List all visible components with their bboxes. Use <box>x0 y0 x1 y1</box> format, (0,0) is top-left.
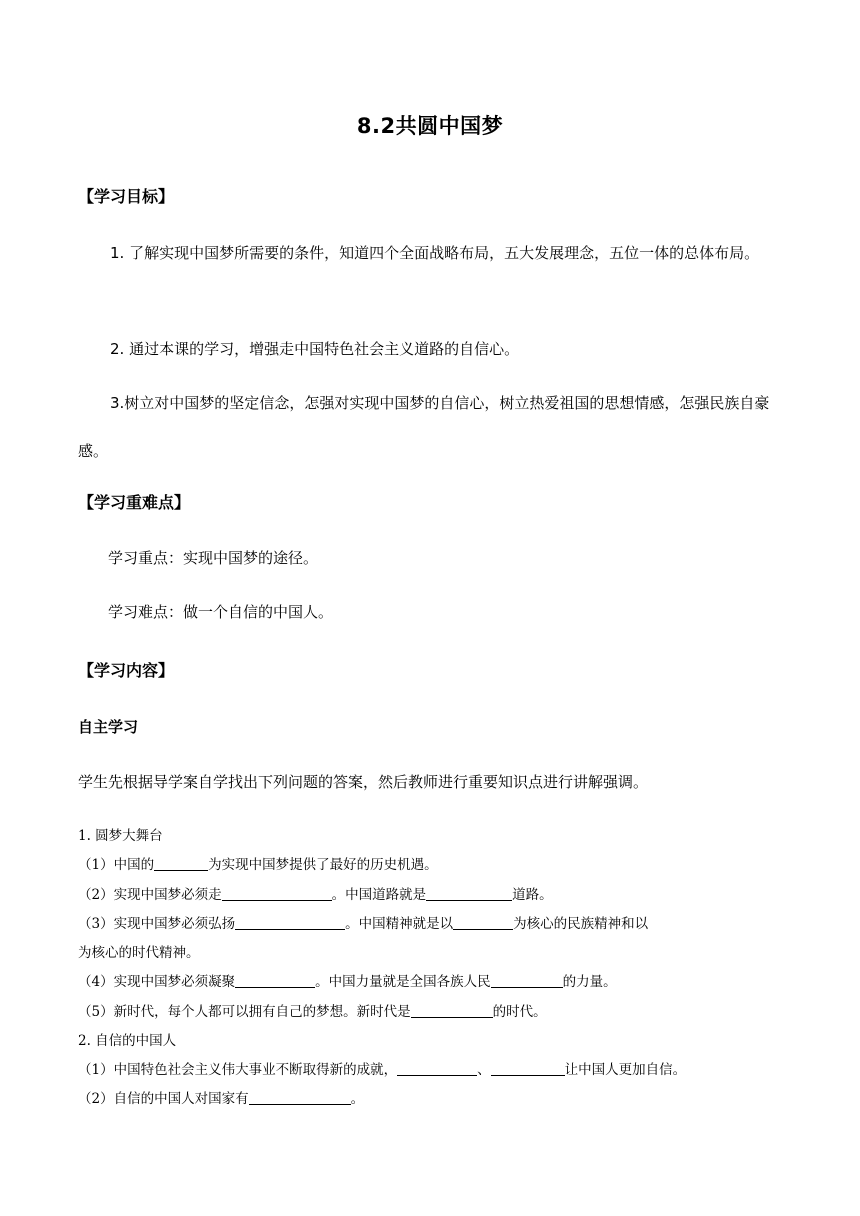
answer-blank <box>235 915 345 930</box>
question-3 <box>78 912 648 932</box>
answer-blank <box>426 886 512 901</box>
question-3-continued: 为核心的时代精神。 <box>78 945 200 961</box>
goal-item-3: 3.树立对中国梦的坚定信念，怎强对实现中国梦的自信心，树立热爱祖国的思想情感，怎强民族自豪感。 <box>78 394 770 460</box>
question-4 <box>78 970 617 990</box>
answer-blank <box>249 1090 351 1105</box>
answer-blank <box>491 1061 565 1076</box>
answer-blank <box>235 973 315 988</box>
question-text: （2）自信的中国人对国家有 <box>78 1091 249 1107</box>
question-text: 。中国精神就是以 <box>345 916 454 932</box>
question-text: 为核心的民族精神和以 <box>513 916 649 932</box>
question-text: （5）新时代，每个人都可以拥有自己的梦想。新时代是 <box>78 1004 411 1020</box>
question-6 <box>78 1058 686 1078</box>
section-2-title: 2. 自信的中国人 <box>78 1033 177 1049</box>
answer-blank <box>453 915 513 930</box>
self-study-heading: 自主学习 <box>78 718 139 736</box>
question-1 <box>78 853 438 873</box>
content-intro: 学生先根据导学案自学找出下列问题的答案，然后教师进行重要知识点进行讲解强调。 <box>78 773 649 791</box>
question-text: （3）实现中国梦必须弘扬 <box>78 916 236 932</box>
question-text: 道路。 <box>512 887 553 903</box>
question-2 <box>78 883 553 903</box>
key-difficulty: 学习难点：做一个自信的中国人。 <box>108 603 334 621</box>
goal-item-2: 2. 通过本课的学习，增强走中国特色社会主义道路的自信心。 <box>110 340 520 358</box>
document-title: 8.2共圆中国梦 <box>356 114 504 138</box>
answer-blank <box>154 856 208 871</box>
answer-blank <box>491 973 563 988</box>
question-text: 。 <box>350 1091 365 1107</box>
section-1-title: 1. 圆梦大舞台 <box>78 828 163 844</box>
question-text: 让中国人更加自信。 <box>564 1062 687 1078</box>
question-text: 的力量。 <box>562 974 617 990</box>
question-text: 为实现中国梦提供了最好的历史机遇。 <box>208 857 438 873</box>
goal-item-1: 1. 了解实现中国梦所需要的条件，知道四个全面战略布局，五大发展理念，五位一体的总体布局。 <box>110 244 760 262</box>
answer-blank <box>397 1061 477 1076</box>
answer-blank <box>222 886 332 901</box>
goals-heading: 【学习目标】 <box>78 187 175 206</box>
question-7 <box>78 1087 364 1107</box>
content-heading: 【学习内容】 <box>78 661 175 680</box>
keys-heading: 【学习重难点】 <box>78 493 191 512</box>
question-text: 。中国道路就是 <box>331 887 427 903</box>
question-text: 、 <box>477 1062 491 1078</box>
question-text: （4）实现中国梦必须凝聚 <box>78 974 236 990</box>
question-text: （1）中国的 <box>78 857 155 873</box>
answer-blank <box>411 1003 493 1018</box>
question-text: （2）实现中国梦必须走 <box>78 887 222 903</box>
question-5 <box>78 1000 547 1020</box>
question-text: （1）中国特色社会主义伟大事业不断取得新的成就， <box>78 1062 398 1078</box>
question-text: 的时代。 <box>492 1004 547 1020</box>
key-focus: 学习重点：实现中国梦的途径。 <box>108 549 319 567</box>
question-text: 。中国力量就是全国各族人民 <box>315 974 491 990</box>
